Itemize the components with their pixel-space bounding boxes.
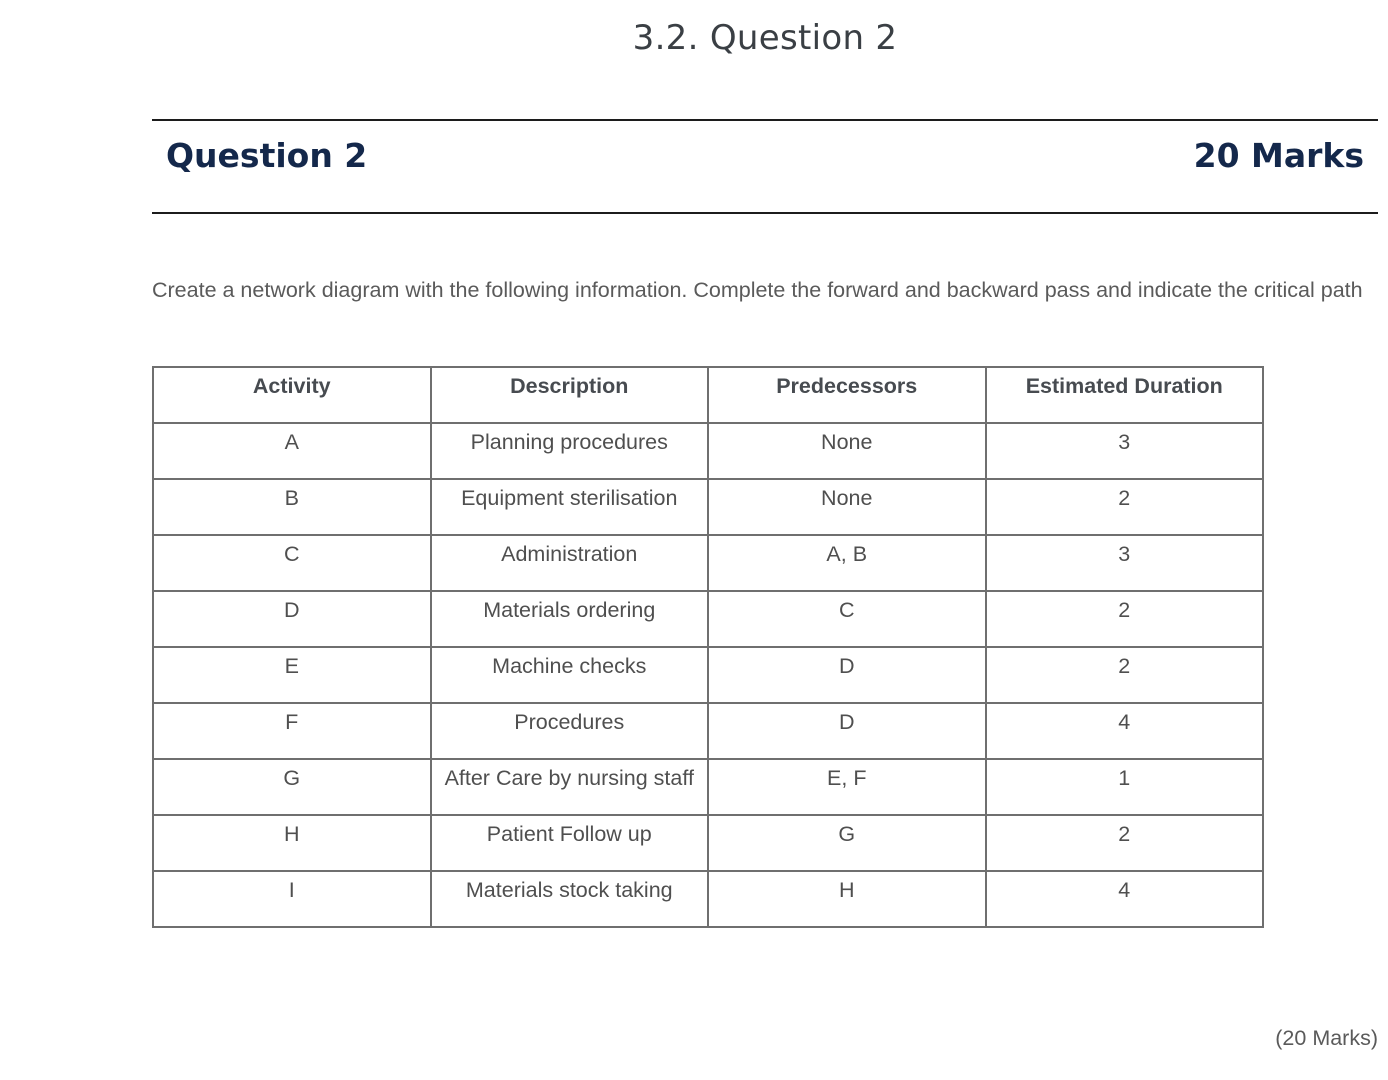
cell-predecessors: D [708, 647, 986, 703]
cell-duration: 2 [986, 815, 1264, 871]
header-activity: Activity [153, 367, 431, 423]
cell-description: Procedures [431, 703, 709, 759]
cell-activity: H [153, 815, 431, 871]
table-row [153, 423, 1263, 479]
cell-activity: F [153, 703, 431, 759]
cell-description: After Care by nursing staff [431, 759, 709, 815]
activities-table [152, 366, 1264, 928]
cell-duration: 2 [986, 647, 1264, 703]
footer-marks: (20 Marks) [1275, 1026, 1378, 1050]
cell-duration: 2 [986, 479, 1264, 535]
cell-predecessors: A, B [708, 535, 986, 591]
cell-predecessors: None [708, 423, 986, 479]
cell-duration: 2 [986, 591, 1264, 647]
cell-activity: A [153, 423, 431, 479]
cell-predecessors: None [708, 479, 986, 535]
cell-description: Administration [431, 535, 709, 591]
table-row [153, 759, 1263, 815]
cell-description: Equipment sterilisation [431, 479, 709, 535]
header-description: Description [431, 367, 709, 423]
cell-duration: 1 [986, 759, 1264, 815]
question-marks: 20 Marks [1193, 136, 1364, 175]
cell-activity: I [153, 871, 431, 927]
cell-duration: 4 [986, 871, 1264, 927]
question-heading: Question 2 [166, 136, 368, 175]
table-row [153, 591, 1263, 647]
cell-activity: E [153, 647, 431, 703]
cell-description: Patient Follow up [431, 815, 709, 871]
cell-duration: 4 [986, 703, 1264, 759]
question-instructions: Create a network diagram with the following information. Complete the forward and backward pass and indicate the critical path [152, 278, 1363, 302]
table-row [153, 535, 1263, 591]
cell-predecessors: G [708, 815, 986, 871]
cell-activity: G [153, 759, 431, 815]
cell-duration: 3 [986, 535, 1264, 591]
cell-duration: 3 [986, 423, 1264, 479]
bottom-divider [152, 212, 1378, 214]
page-title: 3.2. Question 2 [632, 18, 898, 58]
cell-description: Materials ordering [431, 591, 709, 647]
cell-activity: C [153, 535, 431, 591]
table-row [153, 703, 1263, 759]
table-row [153, 479, 1263, 535]
cell-predecessors: D [708, 703, 986, 759]
cell-predecessors: E, F [708, 759, 986, 815]
table-row [153, 815, 1263, 871]
cell-predecessors: H [708, 871, 986, 927]
table-header-row [153, 367, 1263, 423]
cell-description: Planning procedures [431, 423, 709, 479]
cell-description: Machine checks [431, 647, 709, 703]
table-row [153, 871, 1263, 927]
cell-predecessors: C [708, 591, 986, 647]
cell-activity: B [153, 479, 431, 535]
header-estimated-duration: Estimated Duration [986, 367, 1264, 423]
table-row [153, 647, 1263, 703]
cell-activity: D [153, 591, 431, 647]
top-divider [152, 119, 1378, 121]
cell-description: Materials stock taking [431, 871, 709, 927]
header-predecessors: Predecessors [708, 367, 986, 423]
